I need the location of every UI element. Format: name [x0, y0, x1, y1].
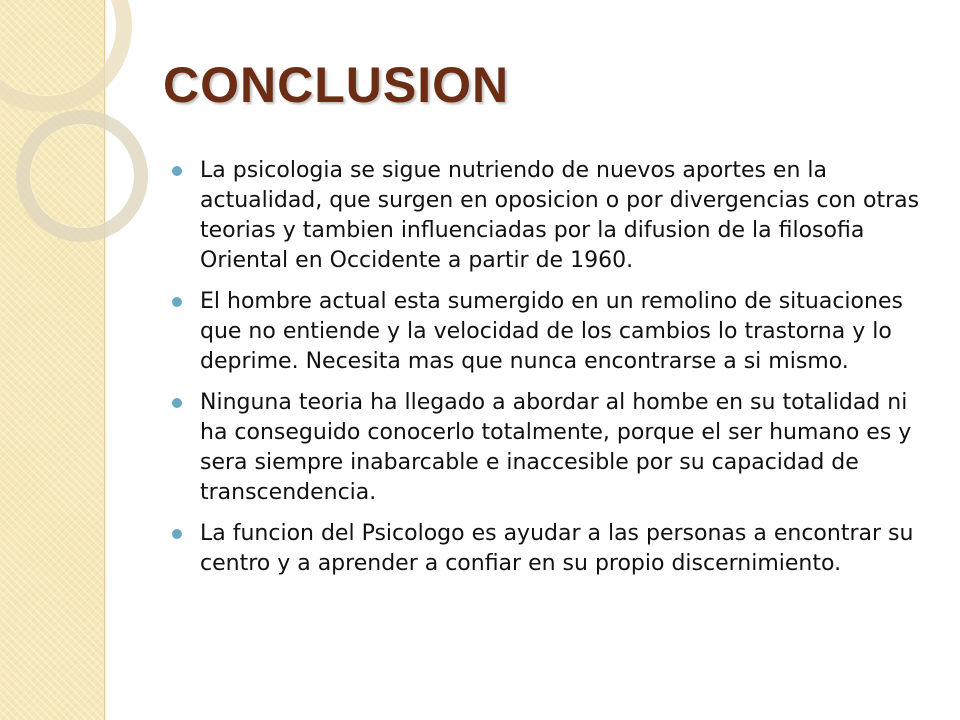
bullet-dot-icon: [172, 398, 182, 408]
top-ring-decoration-icon: [0, 0, 132, 112]
slide-content: [200, 156, 940, 590]
left-band-edge: [104, 0, 108, 720]
bullet-text-4: La funcion del Psicologo es ayudar a las personas a encontrar su centro y a aprender a confiar en su propio discernimiento.: [200, 521, 914, 576]
bullet-list: [200, 156, 940, 579]
bullet-item-3: [200, 388, 940, 508]
bullet-item-1: [200, 156, 940, 276]
bullet-item-4: [200, 519, 940, 579]
bullet-dot-icon: [172, 529, 182, 539]
bullet-text-1: La psicologia se sigue nutriendo de nuevos aportes en la actualidad, que surgen en oposicion o por divergencias con otras teorias y tambien influenciadas por la difusion de la filosofia Oriental en Occidente a partir de 1960.: [200, 158, 920, 273]
bullet-dot-icon: [172, 166, 182, 176]
slide-title: CONCLUSION: [163, 57, 510, 113]
bullet-text-2: El hombre actual esta sumergido en un remolino de situaciones que no entiende y la velocidad de los cambios lo trastorna y lo deprime. Necesita mas que nunca encontrarse a si mismo.: [200, 289, 903, 374]
middle-ring-decoration-icon: [16, 110, 148, 242]
bullet-text-3: Ninguna teoria ha llegado a abordar al hombe en su totalidad ni ha conseguido conocerlo totalmente, porque el ser humano es y sera siempre inabarcable e inaccesible por su capacidad de transcendencia.: [200, 390, 912, 505]
bullet-item-2: [200, 287, 940, 377]
bullet-dot-icon: [172, 297, 182, 307]
